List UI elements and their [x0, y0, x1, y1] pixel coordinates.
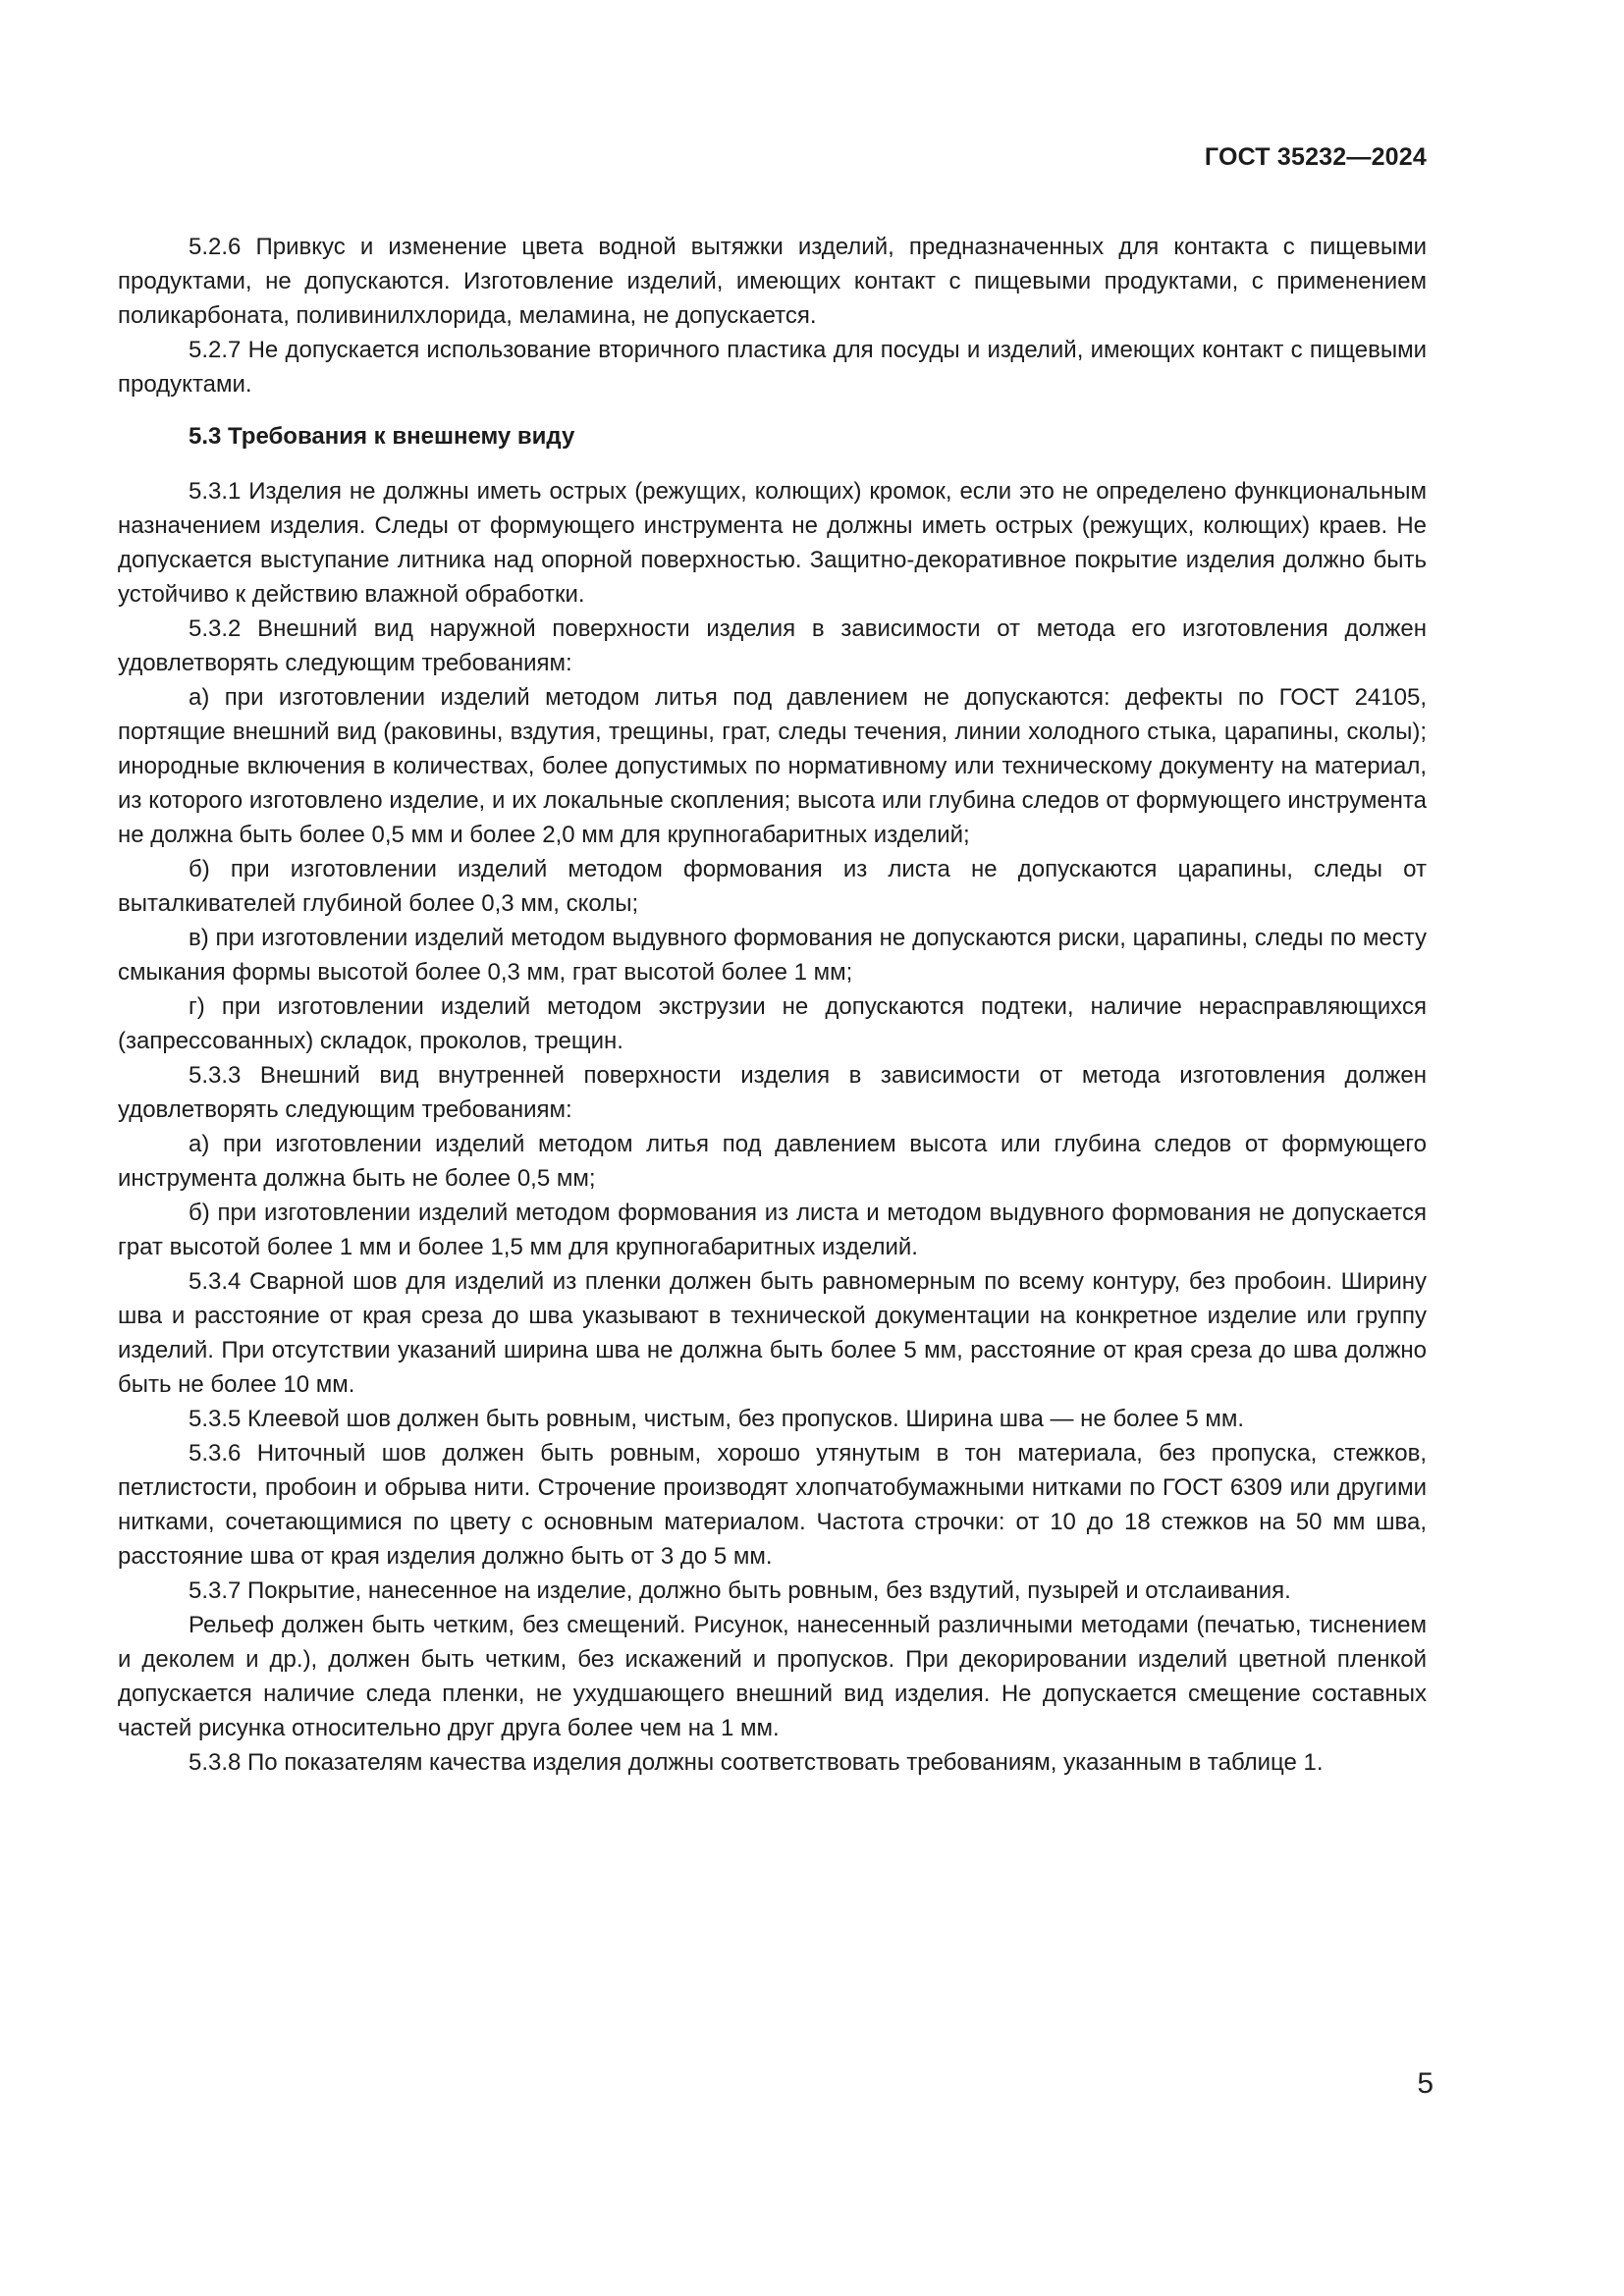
list-item-5-3-2-a: а) при изготовлении изделий методом литья под давлением не допускаются: дефекты по ГОСТ 24105, портящие внешний вид (раковины, вздутия, трещины, грат, следы течения, линии холодного стыка, царапины, сколы); инородные включения в количествах, более допустимых по нормативному или техническому документу на материал, из которого изготовлено изделие, и их локальные скопления; высота или глубина следов от формующего инструмента не должна быть более 0,5 мм и более 2,0 мм для крупногабаритных изделий;: [118, 684, 1427, 848]
paragraph-5-3-6: 5.3.6 Ниточный шов должен быть ровным, хорошо утянутым в тон материала, без пропуска, стежков, петлистости, пробоин и обрыва нити. Строчение производят хлопчатобумажными нитками по ГОСТ 6309 или другими нитками, сочетающимися по цвету с основным материалом. Частота строчки: от 10 до 18 стежков на 50 мм шва, расстояние шва от края изделия должно быть от 3 до 5 мм.: [118, 1440, 1427, 1570]
list-item-5-3-2-v: в) при изготовлении изделий методом выдувного формования не допускаются риски, царапины, следы по месту смыкания формы высотой более 0,3 мм, грат высотой более 1 мм;: [118, 925, 1427, 986]
list-item-5-3-2-b: б) при изготовлении изделий методом формования из листа не допускаются царапины, следы от выталкивателей глубиной более 0,3 мм, сколы;: [118, 856, 1427, 917]
paragraph-5-2-7: 5.2.7 Не допускается использование вторичного пластика для посуды и изделий, имеющих контакт с пищевыми продуктами.: [118, 337, 1427, 398]
paragraph-5-3-7: 5.3.7 Покрытие, нанесенное на изделие, должно быть ровным, без вздутий, пузырей и отслаивания.: [189, 1577, 1291, 1604]
paragraph-5-3-4: 5.3.4 Сварной шов для изделий из пленки должен быть равномерным по всему контуру, без пробоин. Ширину шва и расстояние от края среза до шва указывают в технической документации на конкретное изделие или группу изделий. При отсутствии указаний ширина шва не должна быть более 5 мм, расстояние от края среза до шва должно быть не более 10 мм.: [118, 1268, 1427, 1398]
list-item-5-3-3-b: б) при изготовлении изделий методом формования из листа и методом выдувного формования не допускается грат высотой более 1 мм и более 1,5 мм для крупногабаритных изделий.: [118, 1200, 1427, 1260]
section-heading-5-3: 5.3 Требования к внешнему виду: [189, 423, 575, 450]
document-body: [118, 230, 1427, 1780]
paragraph-5-3-3: 5.3.3 Внешний вид внутренней поверхности изделия в зависимости от метода изготовления должен удовлетворять следующим требованиям:: [118, 1062, 1427, 1123]
paragraph-5-3-8: 5.3.8 По показателям качества изделия должны соответствовать требованиям, указанным в таблице 1.: [189, 1749, 1324, 1776]
standard-code-header: ГОСТ 35232—2024: [1204, 143, 1427, 171]
list-item-5-3-2-g: г) при изготовлении изделий методом экструзии не допускаются подтеки, наличие нерасправляющихся (запрессованных) складок, проколов, трещин.: [118, 993, 1427, 1054]
paragraph-5-3-2: 5.3.2 Внешний вид наружной поверхности изделия в зависимости от метода его изготовления должен удовлетворять следующим требованиям:: [118, 615, 1427, 676]
page-number: 5: [1417, 2067, 1434, 2100]
list-item-5-3-3-a: а) при изготовлении изделий методом литья под давлением высота или глубина следов от формующего инструмента должна быть не более 0,5 мм;: [118, 1131, 1427, 1192]
paragraph-5-2-6: 5.2.6 Привкус и изменение цвета водной вытяжки изделий, предназначенных для контакта с пищевыми продуктами, не допускаются. Изготовление изделий, имеющих контакт с пищевыми продуктами, с применением поликарбоната, поливинилхлорида, меламина, не допускается.: [118, 234, 1427, 329]
paragraph-5-3-5: 5.3.5 Клеевой шов должен быть ровным, чистым, без пропусков. Ширина шва — не более 5 мм.: [189, 1406, 1245, 1432]
paragraph-5-3-7-relief: Рельеф должен быть четким, без смещений. Рисунок, нанесенный различными методами (печатью, тиснением и деколем и др.), должен быть четким, без искажений и пропусков. При декорировании изделий цветной пленкой допускается наличие следа пленки, не ухудшающего внешний вид изделия. Не допускается смещение составных частей рисунка относительно друг друга более чем на 1 мм.: [118, 1612, 1427, 1741]
paragraph-5-3-1: 5.3.1 Изделия не должны иметь острых (режущих, колющих) кромок, если это не определено функциональным назначением изделия. Следы от формующего инструмента не должны иметь острых (режущих, колющих) краев. Не допускается выступание литника над опорной поверхностью. Защитно-декоративное покрытие изделия должно быть устойчиво к действию влажной обработки.: [118, 478, 1427, 608]
